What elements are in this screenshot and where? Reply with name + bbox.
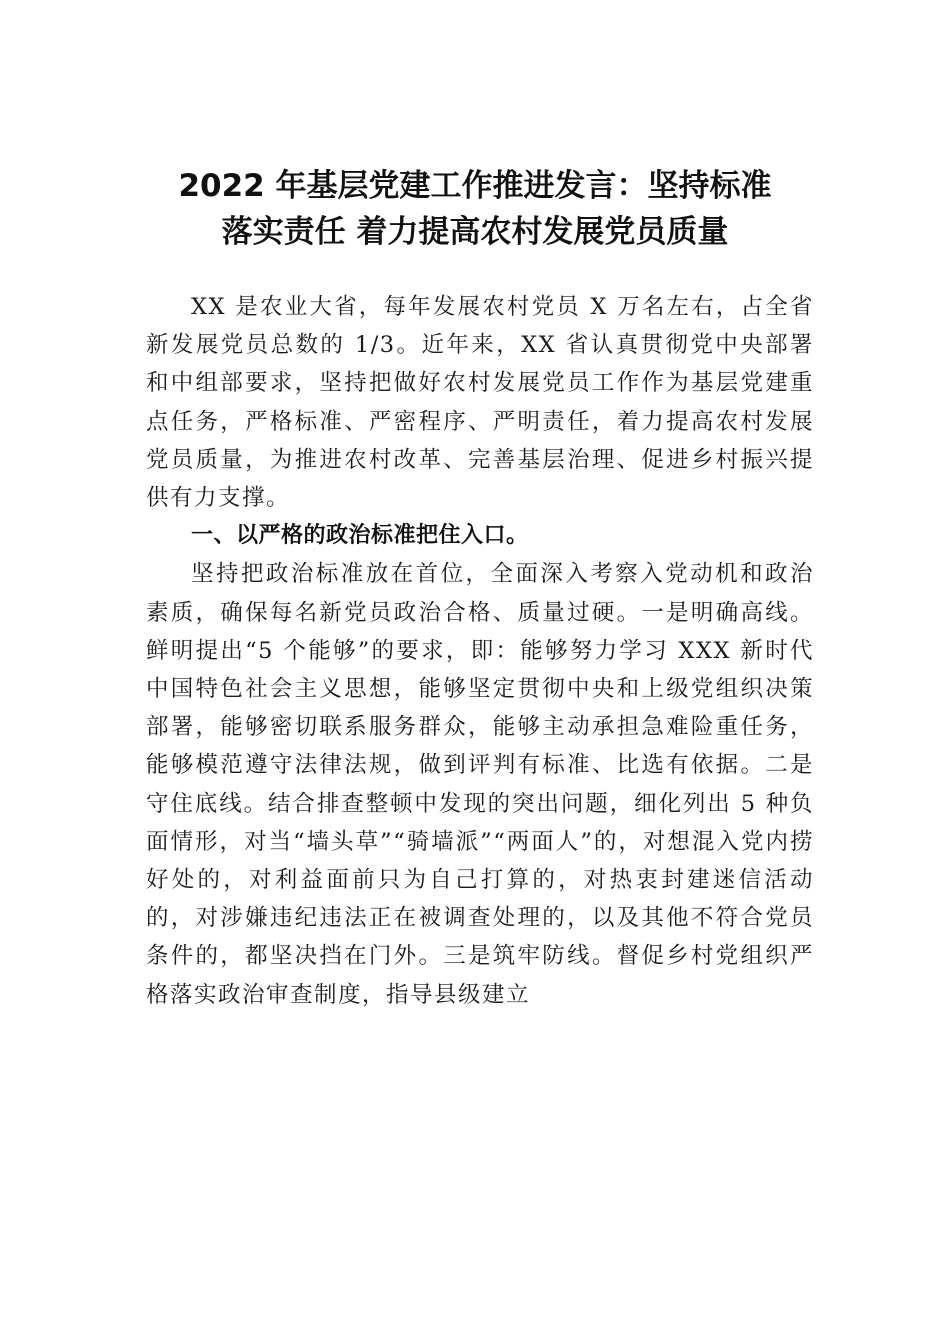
- document-title: [120, 163, 830, 255]
- paragraph-intro: XX 是农业大省，每年发展农村党员 X 万名左右，占全省新发展党员总数的 1/3。近年来，XX 省认真贯彻党中央部署和中组部要求，坚持把做好农村发展党员工作作为基层党建重点任务，严格标准、严密程序、严明责任，着力提高农村发展党员质量，为推进农村改革、完善基层治理、促进乡村振兴提供有力支撑。: [146, 294, 814, 512]
- title-line-2: 落实责任 着力提高农村发展党员质量: [221, 214, 729, 250]
- paragraph-section-1: 坚持把政治标准放在首位，全面深入考察入党动机和政治素质，确保每名新党员政治合格、质量过硬。一是明确高线。鲜明提出“5 个能够”的要求，即：能够努力学习 XXX 新时代中国特色社会主义思想，能够坚定贯彻中央和上级党组织决策部署，能够密切联系服务群众，能够主动承担急难险重任务，能够模范遵守法律法规，做到评判有标准、比选有依据。二是守住底线。结合排查整顿中发现的突出问题，细化列出 5 种负面情形，对当“墙头草”“骑墙派”“两面人”的，对想混入党内捞好处的，对利益面前只为自己打算的，对热衷封建迷信活动的，对涉嫌违纪违法正在被调查处理的，以及其他不符合党员条件的，都坚决挡在门外。三是筑牢防线。督促乡村党组织严格落实政治审查制度，指导县级建立: [146, 561, 814, 1008]
- document-body: [146, 288, 814, 1014]
- section-heading-1: 一、以严格的政治标准把住入口。: [191, 523, 529, 549]
- title-line-1: 2022 年基层党建工作推进发言：坚持标准: [178, 168, 772, 204]
